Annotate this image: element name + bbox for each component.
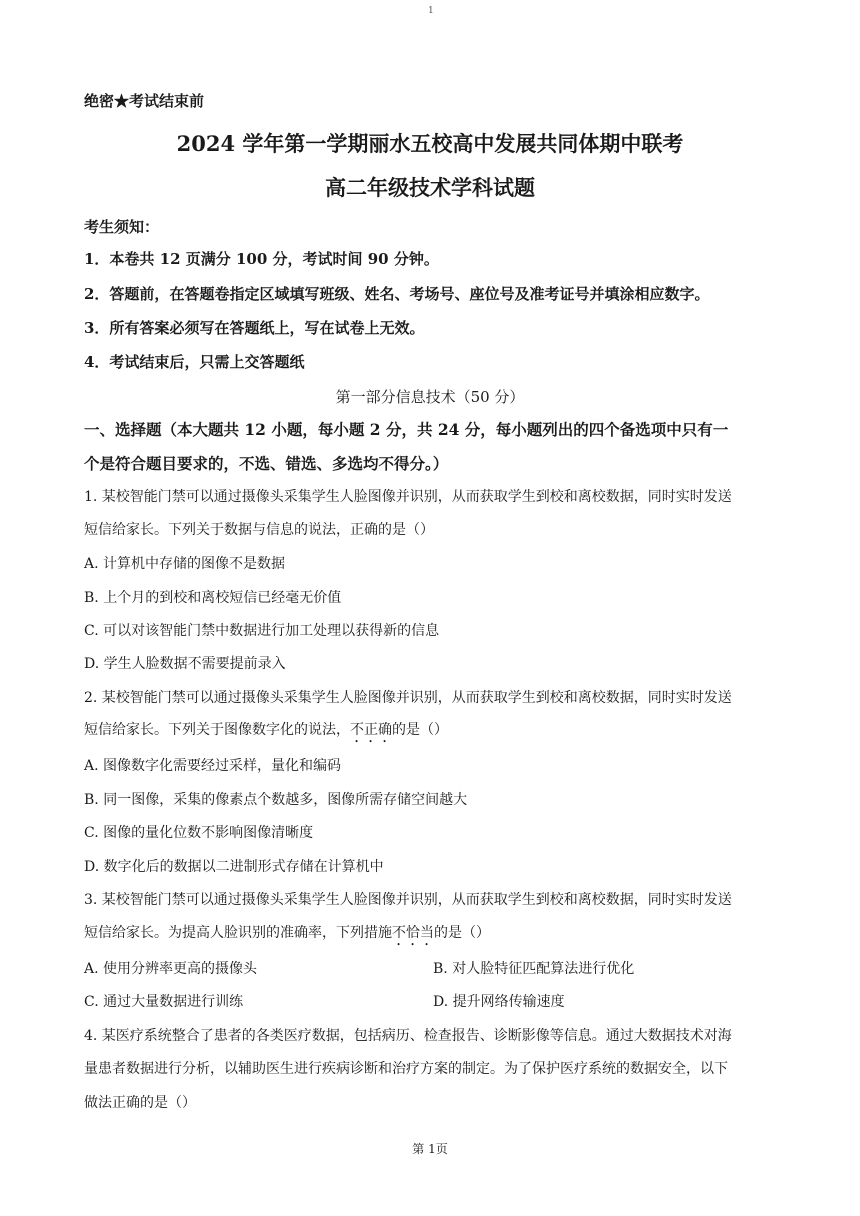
question-1-option-d: D. 学生人脸数据不需要提前录入	[84, 656, 286, 672]
notice-item: 2．答题前，在答题卷指定区域填写班级、姓名、考场号、座位号及准考证号并填涂相应数字。	[84, 285, 710, 303]
emphasis-text: 不恰当	[392, 925, 434, 941]
question-2-option-a: A. 图像数字化需要经过采样，量化和编码	[84, 758, 342, 774]
notice-item: 3．所有答案必须写在答题纸上，写在试卷上无效。	[84, 319, 425, 337]
section-heading: 一、选择题（本大题共 12 小题，每小题 2 分，共 24 分，每小题列出的四个备选项中只有一	[84, 420, 729, 439]
question-3-option-b: B. 对人脸特征匹配算法进行优化	[433, 961, 635, 977]
emphasis-text: 不正确	[350, 722, 392, 738]
question-3-option-c: C. 通过大量数据进行训练	[84, 994, 244, 1010]
question-4-stem: 4. 某医疗系统整合了患者的各类医疗数据，包括病历、检查报告、诊断影像等信息。通过大数据技术对海	[84, 1028, 732, 1044]
part-title: 第一部分信息技术（50 分）	[335, 388, 525, 406]
question-3-stem: 3. 某校智能门禁可以通过摄像头采集学生人脸图像并识别，从而获取学生到校和离校数据，同时实时发送	[84, 892, 732, 908]
question-3-option-a: A. 使用分辨率更高的摄像头	[84, 961, 258, 977]
question-2-stem: 2. 某校智能门禁可以通过摄像头采集学生人脸图像并识别，从而获取学生到校和离校数据，同时实时发送	[84, 690, 732, 706]
question-1-option-a: A. 计算机中存储的图像不是数据	[84, 556, 286, 572]
confidential-label: 绝密★考试结束前	[84, 92, 205, 110]
question-3-stem-cont: 短信给家长。为提高人脸识别的准确率，下列措施不恰当的是（）	[84, 925, 490, 941]
exam-title: 2024 学年第一学期丽水五校高中发展共同体期中联考	[176, 131, 684, 156]
question-2-option-c: C. 图像的量化位数不影响图像清晰度	[84, 825, 314, 841]
question-3-option-d: D. 提升网络传输速度	[433, 994, 565, 1010]
section-heading-cont: 个是符合题目要求的，不选、错选、多选均不得分。）	[84, 454, 449, 473]
question-2-option-b: B. 同一图像，采集的像素点个数越多，图像所需存储空间越大	[84, 792, 468, 808]
exam-subtitle: 高二年级技术学科试题	[325, 175, 535, 200]
question-1-stem-cont: 短信给家长。下列关于数据与信息的说法，正确的是（）	[84, 522, 434, 538]
question-1-option-b: B. 上个月的到校和离校短信已经毫无价值	[84, 590, 342, 606]
question-2-stem-cont: 短信给家长。下列关于图像数字化的说法，不正确的是（）	[84, 722, 448, 738]
question-4-stem-cont: 量患者数据进行分析，以辅助医生进行疾病诊断和治疗方案的制定。为了保护医疗系统的数据安全，以下	[84, 1061, 728, 1077]
question-1-stem: 1. 某校智能门禁可以通过摄像头采集学生人脸图像并识别，从而获取学生到校和离校数据，同时实时发送	[84, 489, 732, 505]
question-2-option-d: D. 数字化后的数据以二进制形式存储在计算机中	[84, 859, 384, 875]
page-number: 第 1页	[412, 1142, 448, 1156]
question-1-option-c: C. 可以对该智能门禁中数据进行加工处理以获得新的信息	[84, 623, 440, 639]
question-4-stem-end: 做法正确的是（）	[84, 1095, 196, 1111]
notice-item: 4．考试结束后，只需上交答题纸	[84, 353, 305, 371]
notice-heading: 考生须知：	[84, 218, 160, 236]
notice-item: 1．本卷共 12 页满分 100 分，考试时间 90 分钟。	[84, 250, 439, 268]
top-mark: 1	[428, 6, 434, 16]
